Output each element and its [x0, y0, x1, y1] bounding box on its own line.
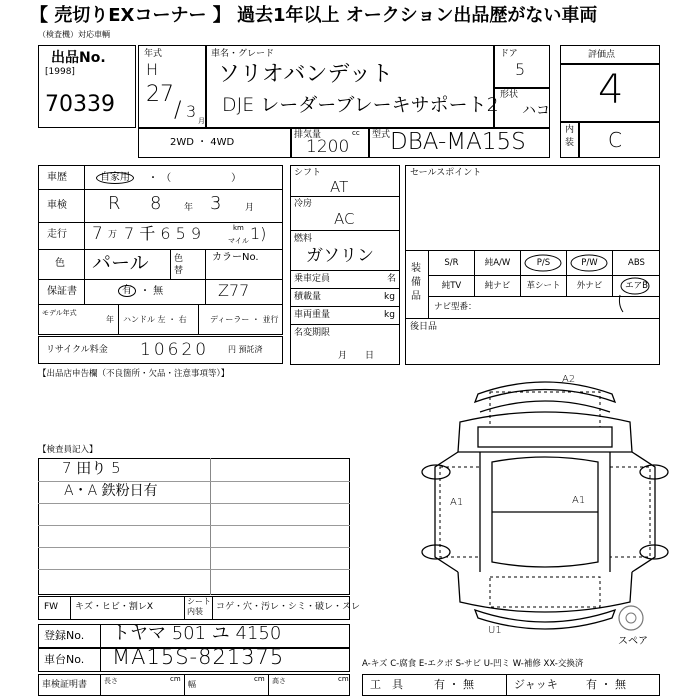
model-value: DBA-MA15S	[390, 129, 526, 155]
model-label: 型式	[372, 130, 391, 140]
diagram-mark-a1-left: A1	[450, 497, 464, 508]
lot-label: 出品No.	[51, 50, 106, 66]
name-change-label: 名変期限	[294, 328, 331, 338]
inspector-box	[38, 458, 350, 595]
equipment-navi: 純ナビ	[484, 281, 511, 291]
certificate-height-cm: cm	[338, 675, 349, 683]
certificate-height: 高さ	[272, 677, 286, 685]
shape-label: 形状	[500, 90, 519, 100]
model-year-unit: 年	[106, 315, 114, 324]
certificate-length-cm: cm	[170, 675, 181, 683]
lot-number: 70339	[45, 92, 115, 117]
certificate-width-cm: cm	[254, 675, 265, 683]
history-label: 車歴	[47, 172, 67, 183]
dealer: ディーラー ・ 並行	[210, 315, 279, 324]
color-no-value: Z77	[218, 281, 250, 300]
capacity-load-unit: kg	[384, 292, 395, 302]
score-label: 評価点	[588, 50, 616, 60]
capacity-people-label: 乗車定員	[294, 274, 331, 284]
name-change-unit: 月 日	[338, 351, 375, 361]
interior-label: 内装	[565, 125, 575, 148]
inspector-label: 【検査員記入】	[38, 445, 98, 455]
car-diagram	[400, 372, 690, 642]
drive-label: 2WD ・ 4WD	[170, 137, 235, 148]
warranty-label: 保証書	[47, 286, 77, 297]
mileage-paren: 1)	[250, 224, 267, 243]
mileage-km: km	[233, 224, 244, 232]
certificate-length: 長さ	[104, 677, 118, 685]
fuel-label: 燃料	[294, 234, 313, 244]
warranty-yes: 有	[118, 285, 136, 297]
shift-value: AT	[330, 178, 349, 196]
spare-wheel-icon	[616, 604, 646, 634]
displacement-value: 1200	[306, 137, 350, 157]
recycle-value: 10620	[140, 340, 210, 360]
mileage-man-unit: 万	[108, 230, 118, 240]
fw-seat: シート内装	[187, 597, 211, 616]
year-month-unit: 月	[198, 117, 205, 125]
inspection-year-unit: 年	[184, 203, 194, 213]
inspection-era: R	[108, 193, 121, 214]
certificate-label: 車検証明書	[42, 680, 88, 690]
history-own: 自家用	[96, 172, 134, 184]
equipment-marks	[520, 250, 660, 320]
doors-label: ドア	[500, 49, 518, 59]
jack-value: 有 ・ 無	[586, 678, 626, 691]
year-value: 27	[146, 82, 174, 107]
jack-label: ジャッキ	[514, 678, 558, 691]
car-grade: DJE レーダーブレーキサポート2	[222, 94, 499, 116]
registration-value: トヤマ 501 ユ 4150	[112, 623, 282, 644]
tools-label: 工 具	[370, 678, 403, 691]
certificate-width: 幅	[188, 680, 196, 689]
color-label: 色	[55, 258, 65, 269]
lot-box	[38, 45, 136, 128]
handle: ハンドル 左 ・ 右	[123, 315, 187, 324]
color-change-label: 色替	[174, 254, 184, 276]
chassis-value: MA15S-821375	[112, 645, 285, 669]
mileage-mile: マイル	[228, 237, 249, 245]
capacity-weight-unit: kg	[384, 310, 395, 320]
doors-value: 5	[515, 60, 526, 79]
inspection-month: 3	[210, 193, 222, 214]
mileage-label: 走行	[47, 229, 67, 240]
inspector-line1: 7 田り 5	[62, 459, 121, 477]
interior-value: C	[608, 128, 622, 152]
equipment-sr: S/R	[444, 258, 459, 268]
mileage-rest: 7 千 6 5 9	[124, 224, 202, 243]
equipment-tv: 純TV	[441, 281, 462, 291]
capacity-weight-label: 車両重量	[294, 310, 331, 320]
ac-value: AC	[334, 210, 355, 228]
spare-label: スペア	[618, 636, 648, 647]
capacity-people-unit: 名	[387, 274, 397, 284]
displacement-label: 排気量	[294, 130, 322, 140]
equipment-ps: P/S	[536, 258, 551, 268]
mileage-man: 7	[92, 224, 103, 244]
sales-point-label: セールスポイント	[410, 168, 482, 178]
diagram-mark-u1: U1	[488, 625, 502, 636]
equipment-ext-navi: 外ナビ	[576, 281, 603, 291]
equipment-pw: P/W	[581, 258, 598, 268]
delivery-label: 後日品	[410, 322, 438, 332]
equipment-label: 装備品	[411, 263, 421, 302]
recycle-unit: 円 預託済	[228, 345, 263, 354]
inspection-label: 車検	[47, 200, 67, 211]
ac-label: 冷房	[294, 199, 313, 209]
capacity-load-label: 積載量	[294, 292, 322, 302]
equipment-navi-model: ナビ型番：	[434, 302, 477, 312]
shift-label: シフト	[294, 168, 322, 178]
year-month: 3	[186, 102, 197, 121]
car-label: 車名・グレード	[211, 49, 275, 59]
color-value: パール	[92, 252, 149, 274]
inspection-month-unit: 月	[245, 203, 255, 213]
inspector-line2: A・A 鉄粉日有	[64, 483, 158, 499]
registration-label: 登録No.	[44, 629, 85, 642]
seller-notes-label: 【出品店申告欄（不良箇所・欠品・注意事項等）】	[38, 369, 230, 379]
model-year-label: モデル年式	[42, 309, 77, 317]
equipment-airbag: エアB	[625, 281, 648, 291]
equipment-alloy: 純A/W	[484, 258, 511, 268]
fw-items2: コゲ・穴・汚レ・シミ・破レ・スレ	[216, 602, 361, 612]
diagram-mark-a1-right: A1	[572, 495, 586, 506]
lot-year-tag: [1998]	[45, 67, 75, 77]
fuel-value: ガソリン	[306, 246, 374, 266]
year-label: 年式	[144, 49, 163, 59]
equipment-abs: ABS	[628, 258, 645, 268]
fw-items: キズ・ヒビ・割レX	[75, 602, 153, 612]
fw-label: FW	[44, 602, 59, 612]
recycle-label: リサイクル料金	[46, 345, 108, 355]
displacement-unit: cc	[352, 129, 360, 137]
diagram-mark-a2: A2	[562, 374, 576, 385]
top-note: （検査機）対応車輌	[38, 30, 110, 39]
page-header: 【 売切りEXコーナー 】 過去1年以上 オークション出品歴がない車両	[0, 0, 700, 32]
inspection-year: 8	[150, 193, 162, 214]
year-slash: /	[174, 98, 182, 123]
warranty-rest: ・ 無	[140, 286, 164, 297]
damage-legend: A-キズ C-腐食 E-エクボ S-サビ U-凹ミ W-補修 XX-交換済	[362, 659, 584, 669]
score-value: 4	[598, 67, 624, 113]
history-rest: ・ （ ）	[148, 173, 242, 184]
shape-value: ハコ	[522, 103, 550, 119]
year-era: H	[146, 60, 159, 79]
color-no-label: カラーNo.	[212, 252, 259, 263]
equipment-leather: 革シート	[526, 281, 561, 291]
chassis-label: 車台No.	[44, 653, 85, 666]
tools-value: 有 ・ 無	[434, 678, 474, 691]
car-name: ソリオバンデット	[218, 62, 393, 87]
